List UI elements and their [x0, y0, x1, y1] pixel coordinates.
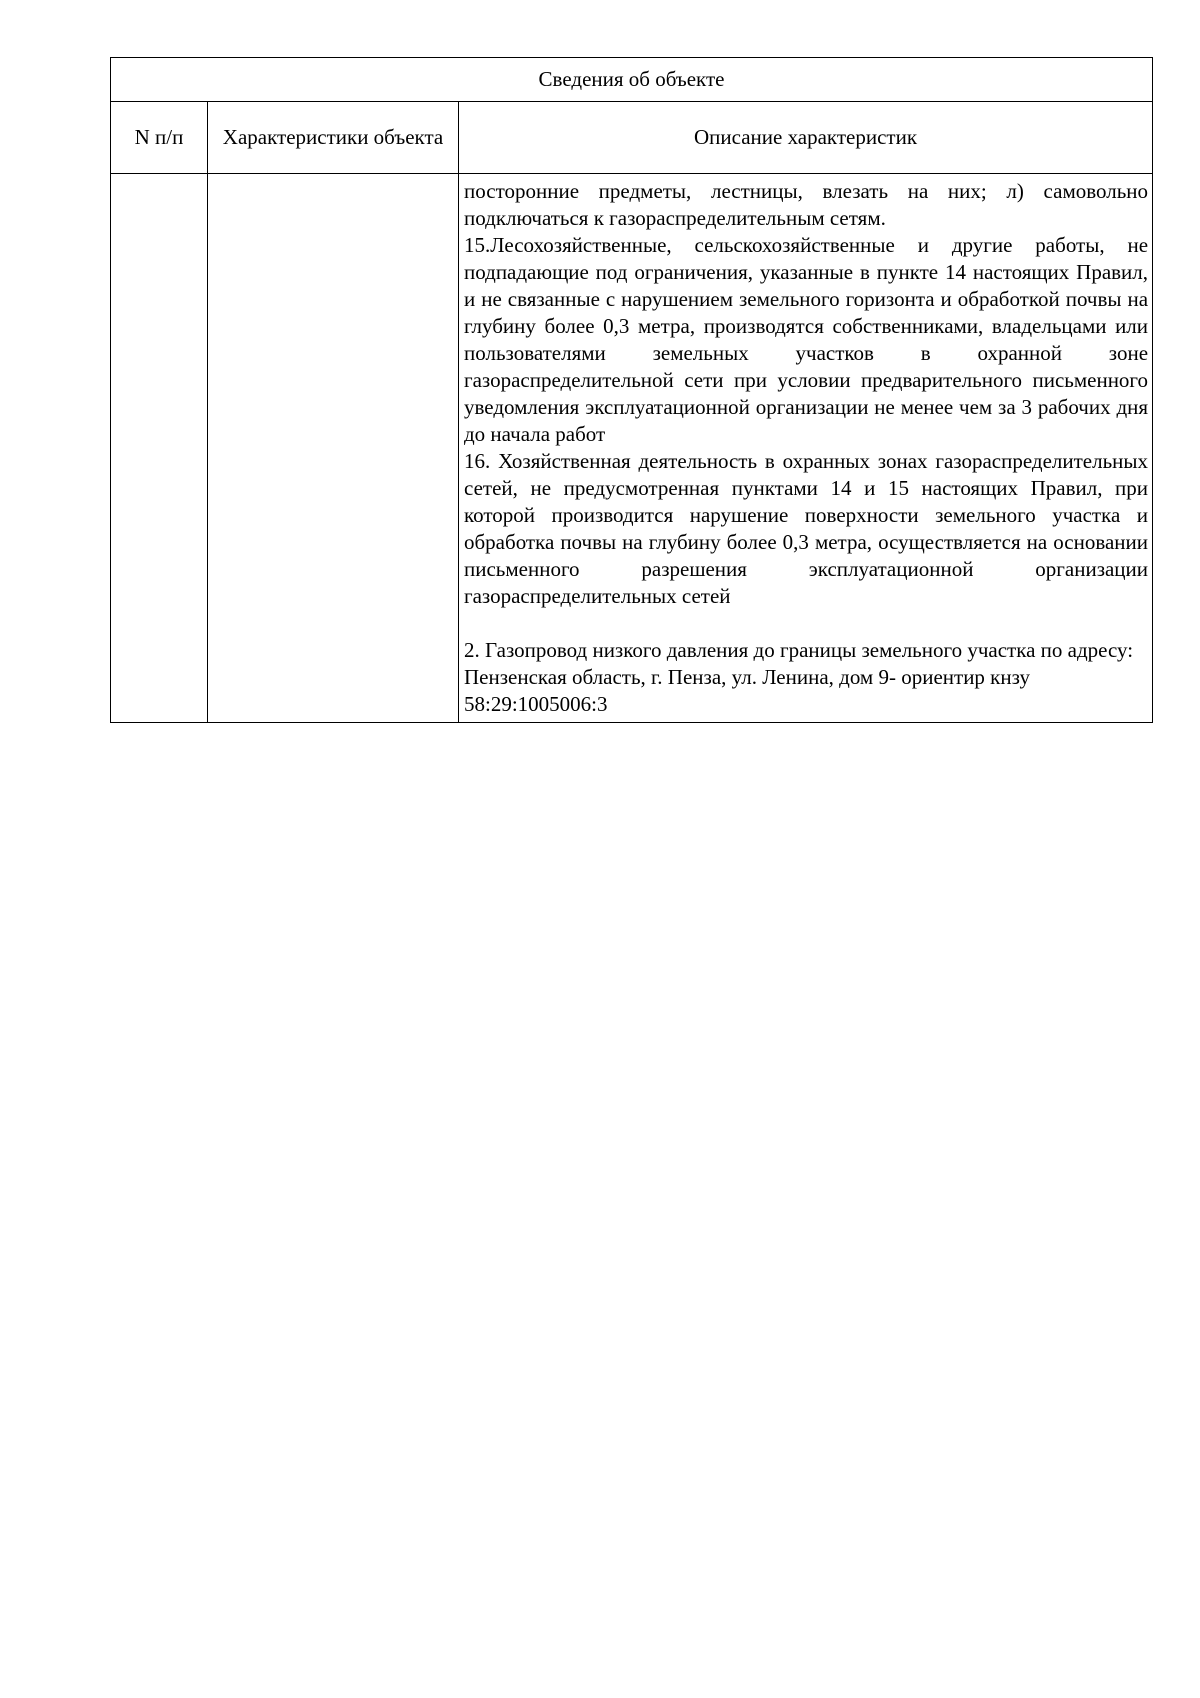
- row-characteristics-cell: [208, 174, 459, 723]
- description-paragraph-15: 15.Лесохозяйственные, сельскохозяйственные и другие работы, не подпадающие под ограничения, указанные в пункте 14 настоящих Правил, и не связанные с нарушением земельного горизонта и обработкой почвы на глубину более 0,3 метра, производятся собственниками, владельцами или пользователями земельных участков в охранной зоне газораспределительной сети при условии предварительного письменного уведомления эксплуатационной организации не менее чем за 3 рабочих дня до начала работ: [464, 233, 1149, 446]
- header-description: Описание характеристик: [459, 102, 1153, 174]
- description-item-2: 2. Газопровод низкого давления до границы земельного участка по адресу: Пензенская область, г. Пенза, ул. Ленина, дом 9- ориентир кнзу 58:29:1005006:3: [464, 638, 1134, 716]
- description-paragraph-continuation: посторонние предметы, лестницы, влезать на них; л) самовольно подключаться к газораспределительным сетям.: [464, 179, 1149, 230]
- header-num: N п/п: [111, 102, 208, 174]
- paragraph-spacer: [464, 610, 1148, 637]
- row-num-cell: [111, 174, 208, 723]
- table-title-row: [111, 58, 1153, 102]
- table-row: [111, 174, 1153, 723]
- table-title: Сведения об объекте: [111, 58, 1153, 102]
- row-description-cell: [459, 174, 1153, 723]
- object-info-table: [110, 57, 1153, 723]
- table-header-row: [111, 102, 1153, 174]
- header-characteristics: Характеристики объекта: [208, 102, 459, 174]
- description-paragraph-16: 16. Хозяйственная деятельность в охранных зонах газораспределительных сетей, не предусмотренная пунктами 14 и 15 настоящих Правил, при которой производится нарушение поверхности земельного участка и обработка почвы на глубину более 0,3 метра, осуществляется на основании письменного разрешения эксплуатационной организации газораспределительных сетей: [464, 449, 1149, 608]
